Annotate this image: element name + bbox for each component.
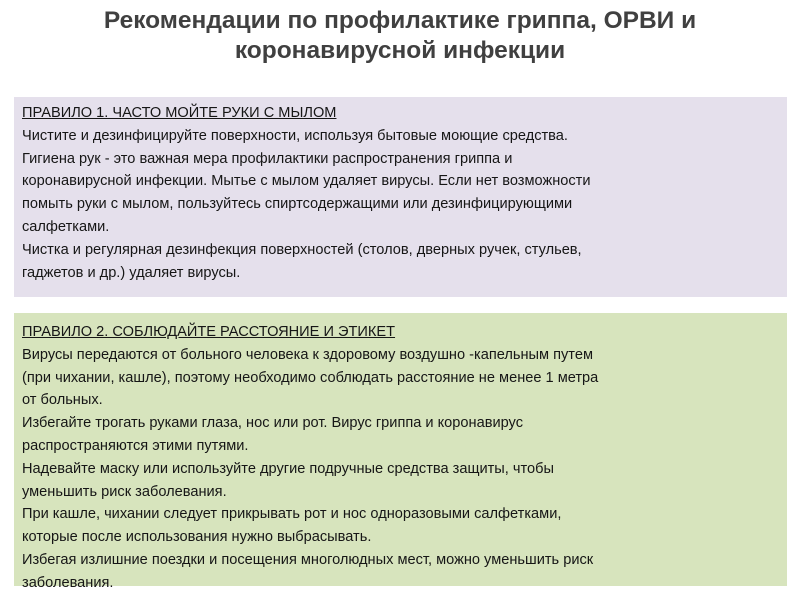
rule-1-line: коронавирусной инфекции. Мытье с мылом удаляет вирусы. Если нет возможности [22, 173, 591, 190]
rule-2-box [14, 313, 787, 591]
rule-2-line: Избегайте трогать руками глаза, нос или рот. Вирус гриппа и коронавирус [22, 415, 523, 432]
rule-2-line: При кашле, чихании следует прикрывать рот и нос одноразовыми салфетками, [22, 506, 562, 523]
rule-2-line: (при чихании, кашле), поэтому необходимо соблюдать расстояние не менее 1 метра [22, 369, 599, 386]
rule-1-line: помыть руки с мылом, пользуйтесь спиртсодержащими или дезинфицирующими [22, 196, 573, 213]
rule-2-line: уменьшить риск заболевания. [22, 483, 227, 500]
rule-1-line: салфетками. [22, 218, 110, 235]
rule-1-line: Гигиена рук - это важная мера профилактики распространения гриппа и [22, 150, 513, 167]
rule-1-box [14, 97, 787, 297]
rule-2-line: Избегая излишние поездки и посещения многолюдных мест, можно уменьшить риск [22, 551, 594, 568]
rule-2-line: от больных. [22, 392, 103, 409]
rule-1-line: Чистка и регулярная дезинфекция поверхностей (столов, дверных ручек, стульев, [22, 241, 582, 258]
page-title [20, 6, 780, 66]
rule-2-line: заболевания. [22, 574, 114, 591]
rule-2-line: Вирусы передаются от больного человека к здоровому воздушно -капельным путем [22, 346, 593, 363]
rule-2-line: которые после использования нужно выбрасывать. [22, 529, 372, 546]
rule-2-line: распространяются этими путями. [22, 437, 249, 454]
page-title-line-2: коронавирусной инфекции [234, 37, 566, 64]
page-title-line-1: Рекомендации по профилактике гриппа, ОРВИ и [103, 7, 697, 34]
rule-2-heading: ПРАВИЛО 2. СОБЛЮДАЙТЕ РАССТОЯНИЕ И ЭТИКЕТ [22, 324, 396, 340]
rule-1-heading: ПРАВИЛО 1. ЧАСТО МОЙТЕ РУКИ С МЫЛОМ [22, 105, 337, 121]
rule-1-line: гаджетов и др.) удаляет вирусы. [22, 264, 241, 281]
rule-2-line: Надевайте маску или используйте другие подручные средства защиты, чтобы [22, 460, 554, 477]
rule-1-line: Чистите и дезинфицируйте поверхности, используя бытовые моющие средства. [22, 127, 568, 144]
